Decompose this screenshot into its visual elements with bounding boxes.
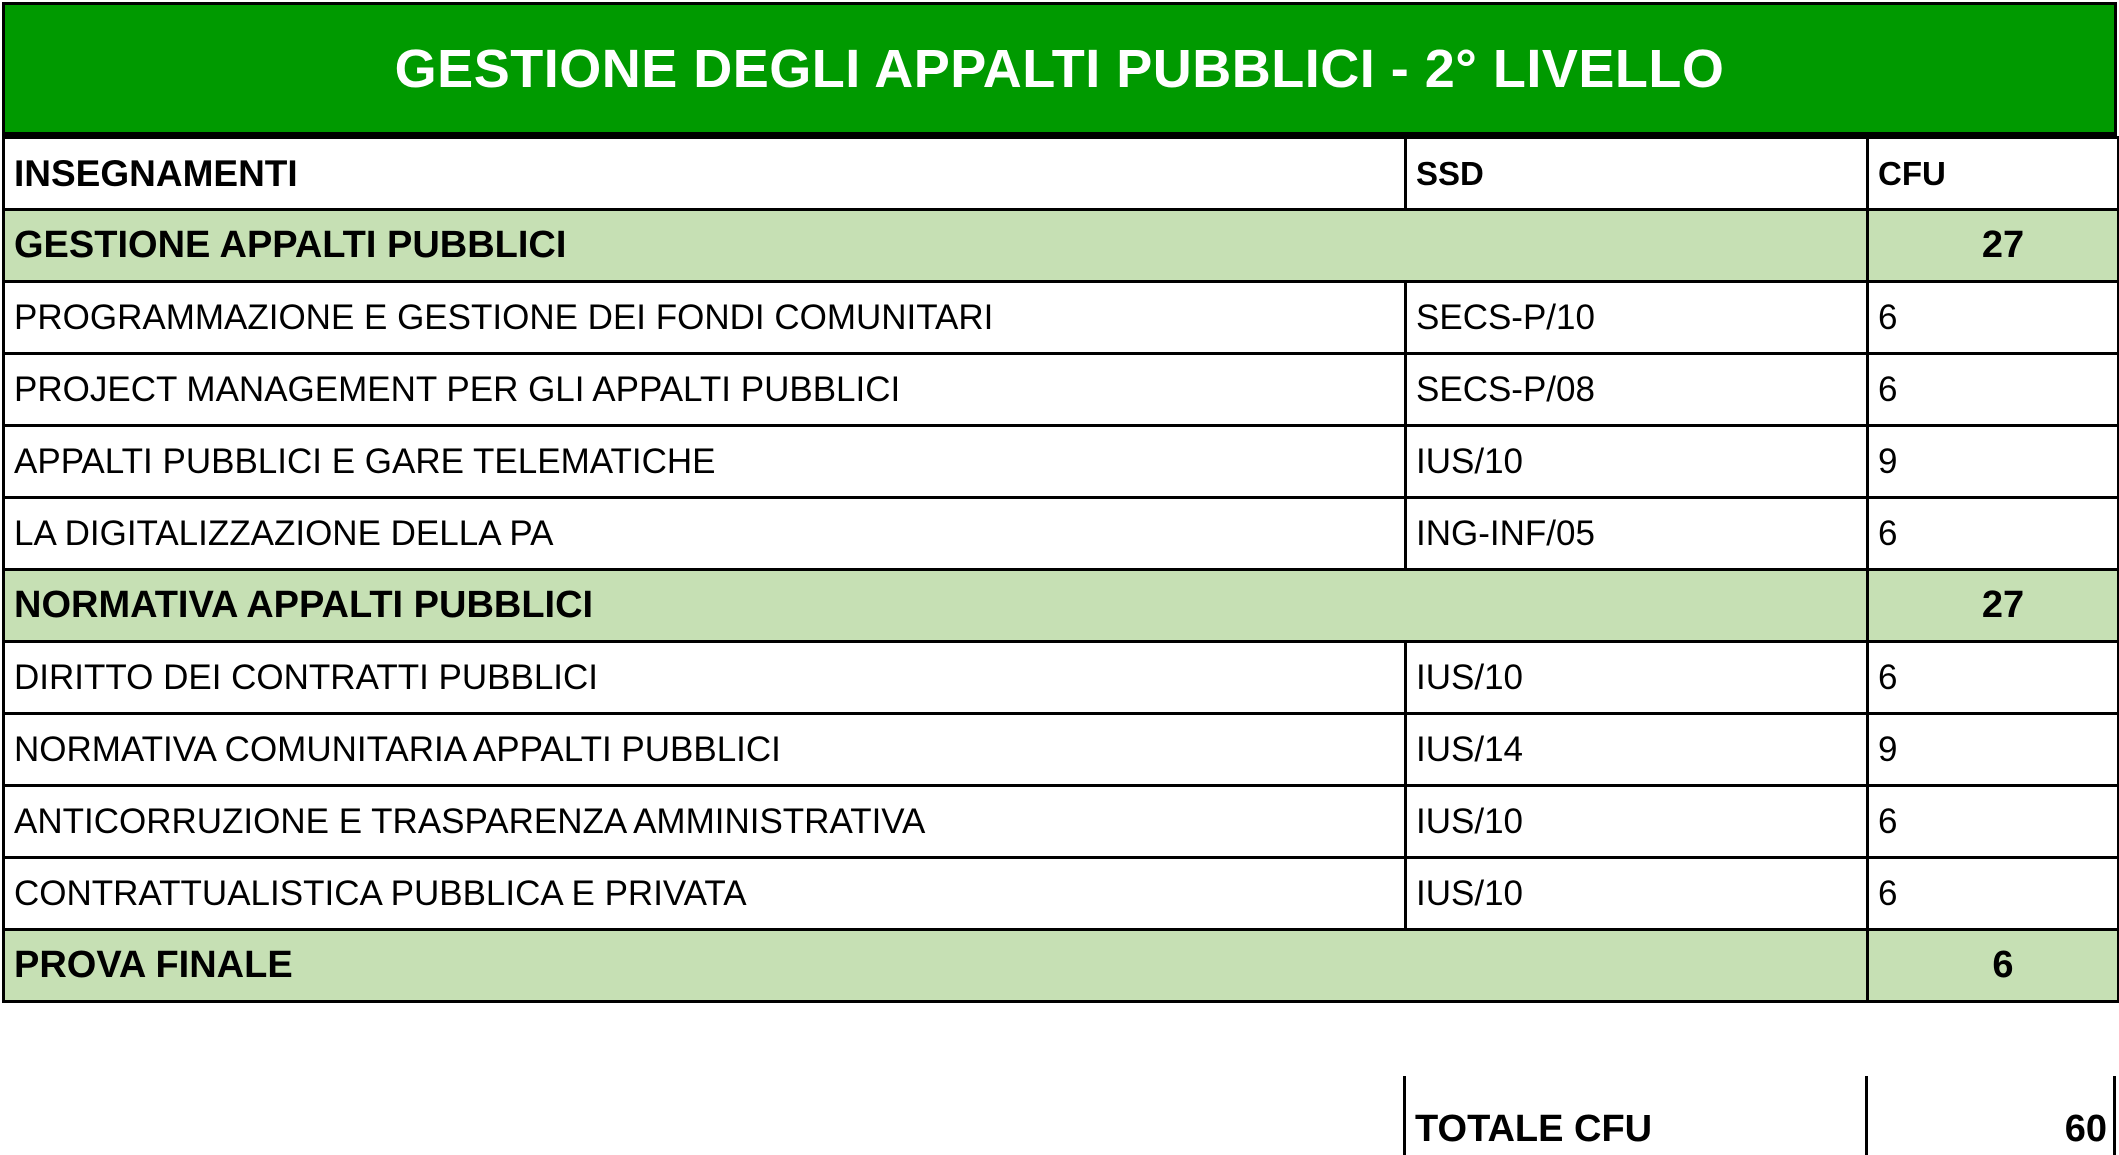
section-cfu: 27 [1868,210,2119,282]
table-row [4,642,2119,714]
total-label: TOTALE CFU [1403,1076,1865,1155]
table-row [4,282,2119,354]
course-cfu: 6 [1868,354,2119,426]
section-row-normativa [4,570,2119,642]
table-row [4,858,2119,930]
section-row-gestione [4,210,2119,282]
section-cfu: 27 [1868,570,2119,642]
section-cfu: 6 [1868,930,2119,1002]
course-cfu: 9 [1868,426,2119,498]
course-ssd: IUS/10 [1406,642,1868,714]
course-ssd: ING-INF/05 [1406,498,1868,570]
course-cfu: 6 [1868,498,2119,570]
curriculum-table [2,136,2119,1003]
table-row [4,354,2119,426]
course-name: APPALTI PUBBLICI E GARE TELEMATICHE [4,426,1406,498]
page-title: GESTIONE DEGLI APPALTI PUBBLICI - 2° LIVELLO [2,2,2117,136]
course-name: PROJECT MANAGEMENT PER GLI APPALTI PUBBLICI [4,354,1406,426]
course-cfu: 6 [1868,642,2119,714]
column-header-insegnamenti: INSEGNAMENTI [4,138,1406,210]
course-ssd: IUS/14 [1406,714,1868,786]
table-header-row [4,138,2119,210]
table-row [4,714,2119,786]
course-ssd: SECS-P/08 [1406,354,1868,426]
course-ssd: IUS/10 [1406,786,1868,858]
course-name: CONTRATTUALISTICA PUBBLICA E PRIVATA [4,858,1406,930]
total-value: 60 [1865,1076,2116,1155]
section-row-prova-finale [4,930,2119,1002]
section-name: PROVA FINALE [4,930,1868,1002]
course-name: NORMATIVA COMUNITARIA APPALTI PUBBLICI [4,714,1406,786]
table-row [4,426,2119,498]
total-row [1403,1076,2116,1155]
course-name: DIRITTO DEI CONTRATTI PUBBLICI [4,642,1406,714]
section-name: GESTIONE APPALTI PUBBLICI [4,210,1868,282]
column-header-cfu: CFU [1868,138,2119,210]
course-cfu: 6 [1868,858,2119,930]
section-name: NORMATIVA APPALTI PUBBLICI [4,570,1868,642]
course-name: ANTICORRUZIONE E TRASPARENZA AMMINISTRATIVA [4,786,1406,858]
table-row [4,786,2119,858]
table-row [4,498,2119,570]
course-ssd: IUS/10 [1406,858,1868,930]
column-header-ssd: SSD [1406,138,1868,210]
course-cfu: 6 [1868,282,2119,354]
course-name: PROGRAMMAZIONE E GESTIONE DEI FONDI COMUNITARI [4,282,1406,354]
course-cfu: 6 [1868,786,2119,858]
course-name: LA DIGITALIZZAZIONE DELLA PA [4,498,1406,570]
course-ssd: SECS-P/10 [1406,282,1868,354]
course-cfu: 9 [1868,714,2119,786]
course-ssd: IUS/10 [1406,426,1868,498]
